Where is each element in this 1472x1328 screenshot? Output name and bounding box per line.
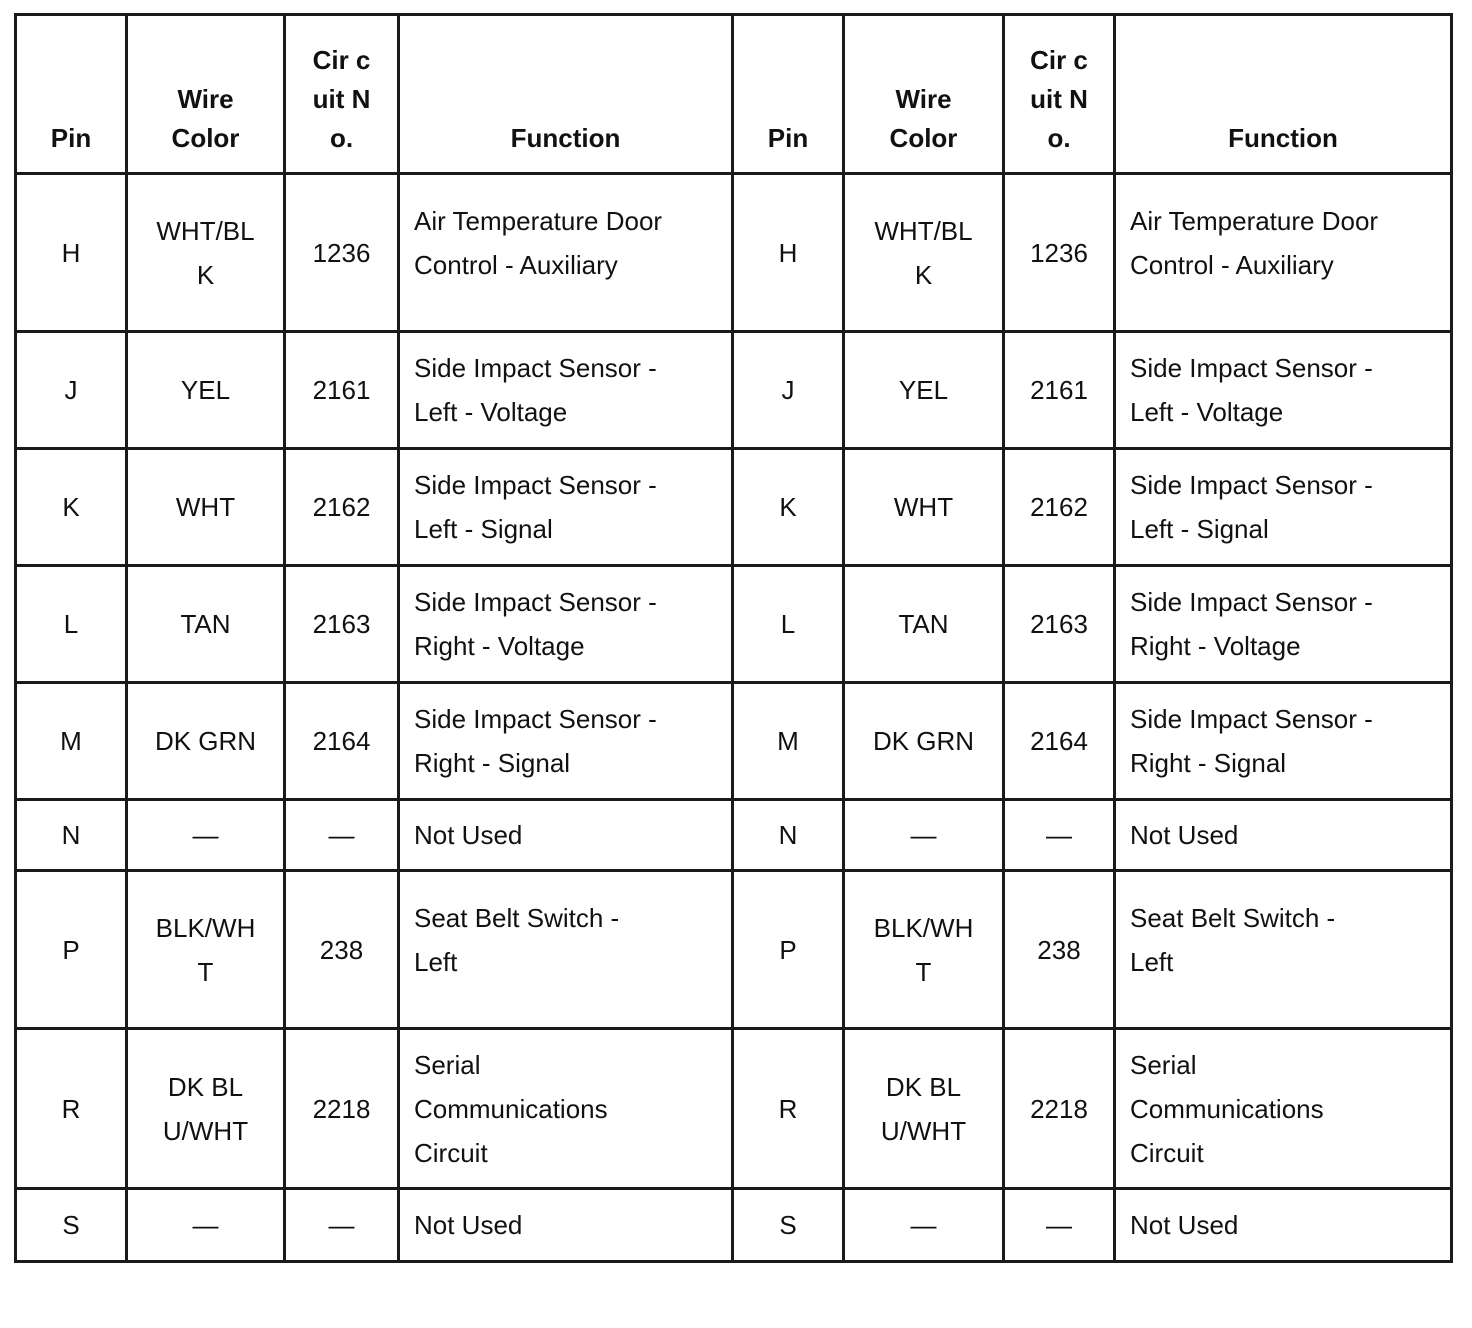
function-cell: Not Used	[399, 1189, 733, 1262]
connector-pinout-table	[14, 13, 1453, 1263]
circuit-cell: —	[285, 800, 399, 871]
table-row	[16, 332, 1452, 449]
wire-color-cell: —	[127, 1189, 285, 1262]
function-cell: Serial Communications Circuit	[1115, 1029, 1452, 1189]
function-cell: Side Impact Sensor - Left - Voltage	[399, 332, 733, 449]
pin-cell: M	[16, 683, 127, 800]
header-wire-color: Wire Color	[127, 15, 285, 174]
header-pin: Pin	[16, 15, 127, 174]
circuit-cell: 1236	[1004, 174, 1115, 332]
header-pin: Pin	[733, 15, 844, 174]
pin-cell: S	[733, 1189, 844, 1262]
header-wire-color: Wire Color	[844, 15, 1004, 174]
wire-color-cell: DK GRN	[127, 683, 285, 800]
function-cell: Not Used	[1115, 800, 1452, 871]
header-function: Function	[399, 15, 733, 174]
function-cell: Side Impact Sensor - Right - Signal	[399, 683, 733, 800]
wire-color-cell: BLK/WHT	[844, 871, 1004, 1029]
pin-cell: N	[733, 800, 844, 871]
table-row	[16, 449, 1452, 566]
table-row	[16, 1029, 1452, 1189]
pin-cell: R	[733, 1029, 844, 1189]
pin-cell: P	[16, 871, 127, 1029]
function-cell: Not Used	[399, 800, 733, 871]
pin-cell: J	[16, 332, 127, 449]
function-cell: Serial Communications Circuit	[399, 1029, 733, 1189]
function-cell: Air Temperature Door Control - Auxiliary	[399, 174, 733, 332]
circuit-cell: 2162	[285, 449, 399, 566]
circuit-cell: 2164	[1004, 683, 1115, 800]
wire-color-cell: TAN	[844, 566, 1004, 683]
function-cell: Seat Belt Switch - Left	[399, 871, 733, 1029]
circuit-cell: 2163	[1004, 566, 1115, 683]
wire-color-cell: —	[844, 800, 1004, 871]
circuit-cell: —	[285, 1189, 399, 1262]
table-row	[16, 871, 1452, 1029]
circuit-cell: 2218	[1004, 1029, 1115, 1189]
wire-color-cell: DK GRN	[844, 683, 1004, 800]
wire-color-cell: —	[844, 1189, 1004, 1262]
pin-cell: R	[16, 1029, 127, 1189]
pin-cell: H	[16, 174, 127, 332]
pin-cell: L	[733, 566, 844, 683]
header-function: Function	[1115, 15, 1452, 174]
pin-cell: K	[733, 449, 844, 566]
table-row	[16, 566, 1452, 683]
wire-color-cell: WHT/BLK	[844, 174, 1004, 332]
wire-color-cell: BLK/WHT	[127, 871, 285, 1029]
table-row	[16, 800, 1452, 871]
circuit-cell: 238	[285, 871, 399, 1029]
wire-color-cell: YEL	[127, 332, 285, 449]
pin-cell: P	[733, 871, 844, 1029]
table-row	[16, 1189, 1452, 1262]
circuit-cell: —	[1004, 800, 1115, 871]
wire-color-cell: WHT	[127, 449, 285, 566]
pin-cell: H	[733, 174, 844, 332]
table-row	[16, 174, 1452, 332]
circuit-cell: 2162	[1004, 449, 1115, 566]
pin-cell: K	[16, 449, 127, 566]
circuit-cell: 2161	[285, 332, 399, 449]
wire-color-cell: YEL	[844, 332, 1004, 449]
function-cell: Not Used	[1115, 1189, 1452, 1262]
table-row	[16, 683, 1452, 800]
wire-color-cell: DK BLU/WHT	[127, 1029, 285, 1189]
pin-cell: N	[16, 800, 127, 871]
wire-color-cell: WHT/BLK	[127, 174, 285, 332]
function-cell: Side Impact Sensor - Left - Signal	[399, 449, 733, 566]
wire-color-cell: —	[127, 800, 285, 871]
function-cell: Side Impact Sensor - Left - Signal	[1115, 449, 1452, 566]
header-circuit-no: Cir cuit No.	[285, 15, 399, 174]
function-cell: Air Temperature Door Control - Auxiliary	[1115, 174, 1452, 332]
function-cell: Seat Belt Switch - Left	[1115, 871, 1452, 1029]
function-cell: Side Impact Sensor - Right - Voltage	[1115, 566, 1452, 683]
pin-cell: J	[733, 332, 844, 449]
circuit-cell: 2164	[285, 683, 399, 800]
function-cell: Side Impact Sensor - Left - Voltage	[1115, 332, 1452, 449]
wire-color-cell: TAN	[127, 566, 285, 683]
header-circuit-no: Cir cuit No.	[1004, 15, 1115, 174]
wire-color-cell: DK BLU/WHT	[844, 1029, 1004, 1189]
circuit-cell: —	[1004, 1189, 1115, 1262]
circuit-cell: 2161	[1004, 332, 1115, 449]
circuit-cell: 1236	[285, 174, 399, 332]
pin-cell: M	[733, 683, 844, 800]
circuit-cell: 2218	[285, 1029, 399, 1189]
circuit-cell: 2163	[285, 566, 399, 683]
pin-cell: S	[16, 1189, 127, 1262]
function-cell: Side Impact Sensor - Right - Voltage	[399, 566, 733, 683]
circuit-cell: 238	[1004, 871, 1115, 1029]
pin-cell: L	[16, 566, 127, 683]
header-row	[16, 15, 1452, 174]
wire-color-cell: WHT	[844, 449, 1004, 566]
function-cell: Side Impact Sensor - Right - Signal	[1115, 683, 1452, 800]
